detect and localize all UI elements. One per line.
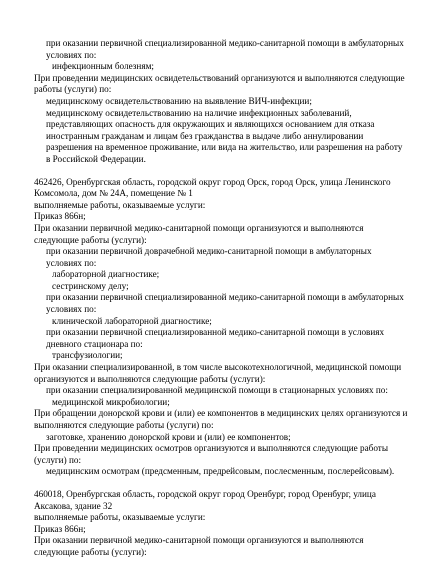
doc-line: инфекционным болезням; <box>52 61 154 72</box>
doc-line: При проведении медицинских освидетельствований организуются и выполняются следующие работы (услуги) по: <box>34 72 405 95</box>
doc-line: медицинскому освидетельствованию на выявление ВИЧ-инфекции; <box>46 95 312 106</box>
doc-line: при оказании первичной специализированной медико-санитарной помощи в амбулаторных условиях по: <box>46 292 404 315</box>
doc-line: При проведении медицинских осмотров организуются и выполняются следующие работы (услуги) по: <box>34 443 388 465</box>
license-block-orsk <box>34 177 408 478</box>
doc-line: При оказании первичной медико-санитарной помощи организуются и выполняются следующие работы (услуги): <box>34 222 364 245</box>
doc-line: медицинским осмотрам (предсменным, предрейсовым, послесменным, послерейсовым). <box>46 466 395 477</box>
doc-line: клинической лабораторной диагностике; <box>52 315 212 326</box>
doc-line: выполняемые работы, оказываемые услуги: <box>34 512 206 523</box>
doc-line: при оказании первичной специализированной медико-санитарной помощи в амбулаторных условиях по: <box>46 38 404 60</box>
doc-line: при оказании первичной доврачебной медико-санитарной помощи в амбулаторных условиях по: <box>46 246 372 268</box>
doc-line: Приказ 866н; <box>34 523 86 534</box>
address-line: 460018, Оренбургская область, городской округ город Оренбург, город Оренбург, улица Аксакова, здание 32 <box>34 488 376 511</box>
doc-line: трансфузиологии; <box>52 350 123 361</box>
doc-line: выполняемые работы, оказываемые услуги: <box>34 199 206 210</box>
doc-line: При оказании специализированной, в том числе высокотехнологичной, медицинской помощи организуются и выполняются следующие работы (услуги): <box>34 362 402 384</box>
doc-line: При оказании первичной медико-санитарной помощи организуются и выполняются следующие работы (услуги): <box>34 535 364 557</box>
doc-line: сестринскому делу; <box>52 280 129 291</box>
doc-line: Приказ 866н; <box>34 211 86 222</box>
license-block-orenburg <box>34 489 408 559</box>
license-block-continued <box>34 38 408 166</box>
doc-line: При обращении донорской крови и (или) ее компонентов в медицинских целях организуются и выполняются следующие работы (услуги) по: <box>34 408 408 430</box>
doc-line: заготовке, хранению донорской крови и (или) ее компонентов; <box>46 431 291 442</box>
doc-line: медицинскому освидетельствованию на наличие инфекционных заболеваний, представляющих опасность для окружающих и являющихся основанием для отказа иностранным гражданам и лицам без гражданства в выдаче либо аннулировании разрешения на временное проживание, или вида на жительство, или разрешения на работу в Российской Федерации. <box>46 107 403 164</box>
doc-line: при оказании специализированной медицинской помощи в стационарных условиях по: <box>46 385 388 396</box>
doc-line: лабораторной диагностике; <box>52 269 160 280</box>
doc-line: медицинской микробиологии; <box>52 396 170 407</box>
address-line: 462426, Оренбургская область, городской округ город Орск, город Орск, улица Ленинского Комсомола, дом № 24А, помещение № 1 <box>34 176 391 199</box>
paragraph-gap <box>34 478 408 489</box>
paragraph-gap <box>34 166 408 177</box>
doc-line: при оказании первичной специализированной медико-санитарной помощи в условиях дневного стационара по: <box>46 327 385 349</box>
